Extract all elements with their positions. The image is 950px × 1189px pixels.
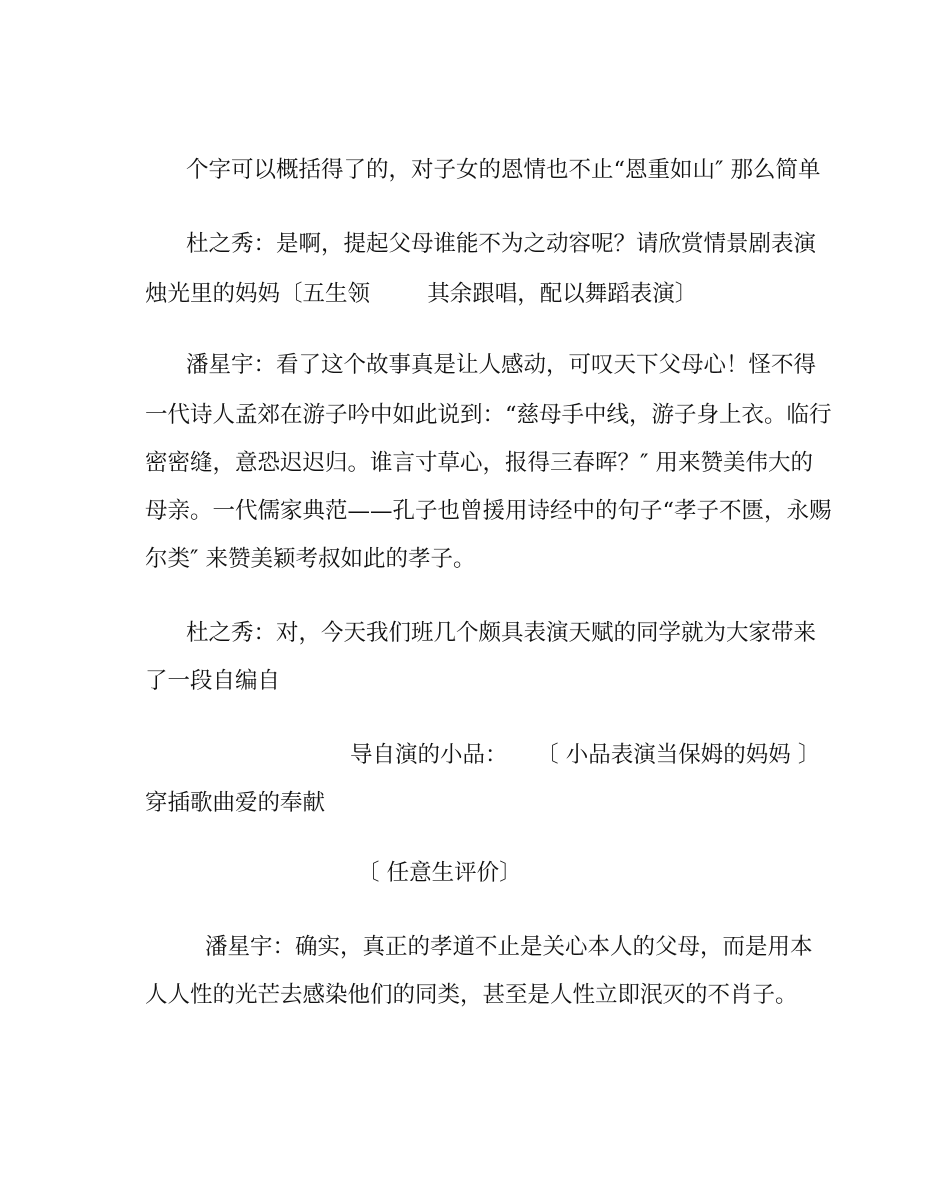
text-line-8: 尔类″ 来赞美颖考叔如此的孝子。: [145, 546, 476, 572]
text-line-1: 个字可以概括得了的，对子女的恩情也不止“恩重如山″ 那么简单: [186, 157, 821, 183]
text-line-4: 潘星宇：看了这个故事真是让人感动，可叹天下父母心！怪不得: [186, 352, 817, 378]
text-line-9: 杜之秀：对，今天我们班几个颇具表演天赋的同学就为大家带来: [186, 620, 817, 646]
text-line-13: 〔 任意生评价〕: [357, 860, 522, 886]
text-line-15: 人人性的光芒去感染他们的同类，甚至是人性立即泯灭的不肖子。: [145, 982, 798, 1008]
text-line-12: 穿插歌曲爱的奉献: [145, 790, 326, 816]
text-line-14: 潘星宇：确实，真正的孝道不止是关心本人的父母，而是用本: [205, 934, 813, 960]
text-line-2: 杜之秀：是啊，提起父母谁能不为之动容呢？请欣赏情景剧表演: [186, 231, 817, 257]
text-line-3: 烛光里的妈妈〔五生领 其余跟唱，配以舞蹈表演〕: [145, 281, 698, 307]
text-line-6: 密密缝，意恐迟迟归。谁言寸草心，报得三春晖？″ 用来赞美伟大的: [145, 450, 814, 476]
text-line-10: 了一段自编自: [145, 668, 281, 694]
text-line-11: 导自演的小品： 〔 小品表演当保姆的妈妈 〕: [350, 742, 821, 768]
text-line-5: 一代诗人孟郊在游子吟中如此说到：“慈母手中线，游子身上衣。临行: [145, 402, 832, 428]
text-line-7: 母亲。一代儒家典范——孔子也曾援用诗经中的句子“孝子不匮，永赐: [145, 498, 832, 524]
